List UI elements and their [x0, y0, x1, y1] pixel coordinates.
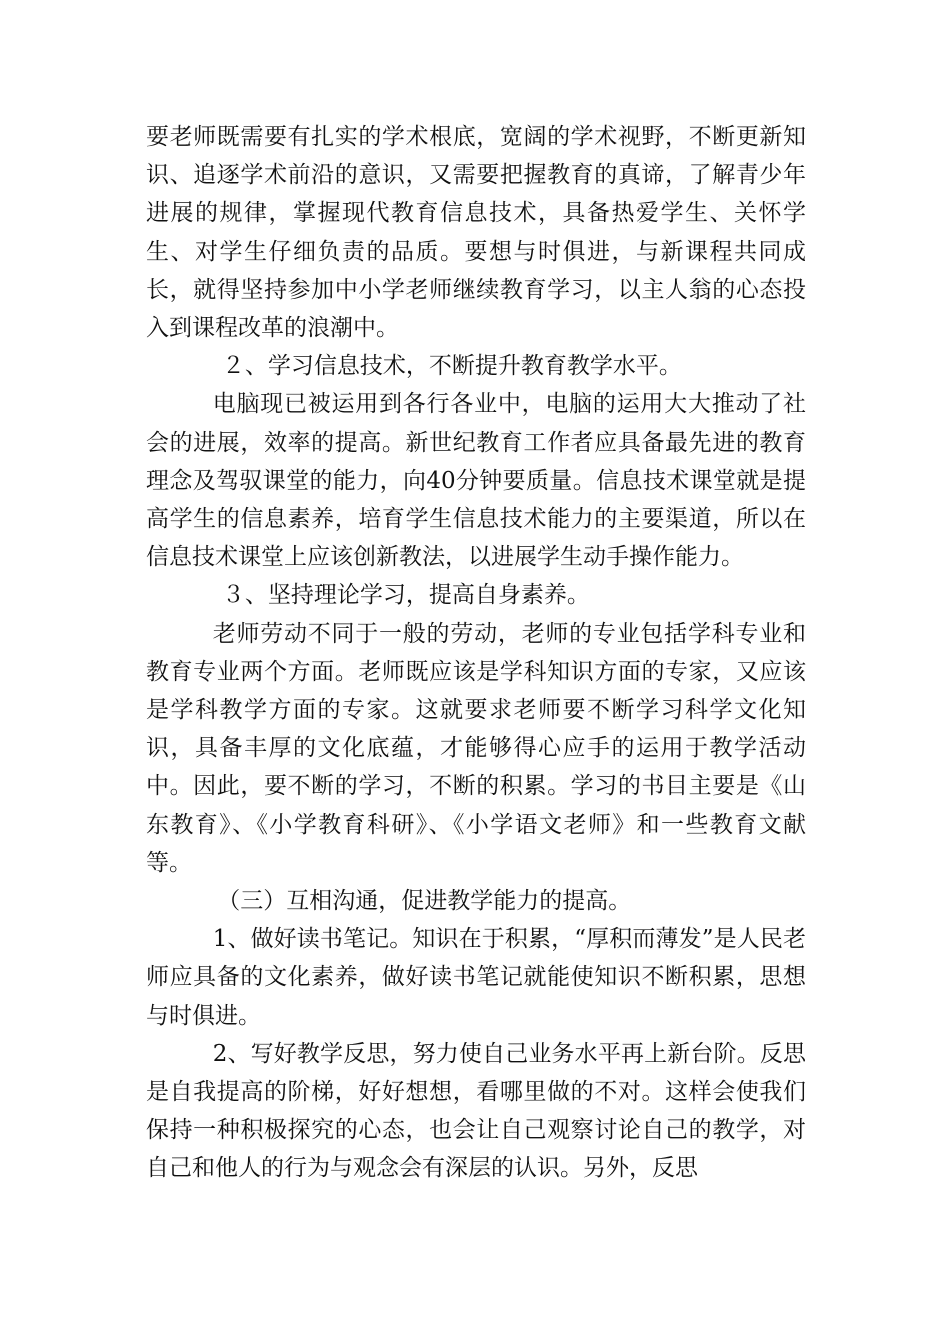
paragraph-teaching-reflection: 2、写好教学反思，努力使自己业务水平再上新台阶。反思是自我提高的阶梯，好好想想，看哪里做的不对。这样会使我们保持一种积极探究的心态，也会让自己观察讨论自己的教学，对自己和他人的行为与观念会有深层的认识。另外，反思	[146, 1040, 806, 1182]
paragraph-teacher-labor: 老师劳动不同于一般的劳动，老师的专业包括学科专业和教育专业两个方面。老师既应该是学科知识方面的专家，又应该是学科教学方面的专家。这就要求老师要不断学习科学文化知识，具备丰厚的文化底蕴，才能够得心应手的运用于教学活动中。因此，要不断的学习，不断的积累。学习的书目主要是《山东教育》、《小学教育科研》、《小学语文老师》和一些教育文献等。	[146, 620, 806, 876]
paragraph-computers: 电脑现已被运用到各行各业中，电脑的运用大大推动了社会的进展，效率的提高。新世纪教育工作者应具备最先进的教育理念及驾驭课堂的能力，向40分钟要质量。信息技术课堂就是提高学生的信息素养，培育学生信息技术能力的主要渠道，所以在信息技术课堂上应该创新教法，以进展学生动手操作能力。	[146, 391, 806, 571]
section-heading-2: ２、学习信息技术，不断提升教育教学水平。	[221, 353, 682, 380]
paragraph-reading-notes: 1、做好读书笔记。知识在于积累，“厚积而薄发”是人民老师应具备的文化素养，做好读书笔记就能使知识不断积累，思想与时俱进。	[146, 926, 806, 1029]
section-heading-part-3: （三）互相沟通，促进教学能力的提高。	[217, 888, 632, 915]
paragraph-continued: 要老师既需要有扎实的学术根底，宽阔的学术视野，不断更新知识、追逐学术前沿的意识，又需要把握教育的真谛，了解青少年进展的规律，掌握现代教育信息技术，具备热爱学生、关怀学生、对学生仔细负责的品质。要想与时俱进，与新课程共同成长，就得坚持参加中小学老师继续教育学习，以主人翁的心态投入到课程改革的浪潮中。	[146, 124, 806, 342]
document-body	[146, 118, 806, 1188]
section-heading-3: ３、坚持理论学习，提高自身素养。	[221, 582, 590, 609]
